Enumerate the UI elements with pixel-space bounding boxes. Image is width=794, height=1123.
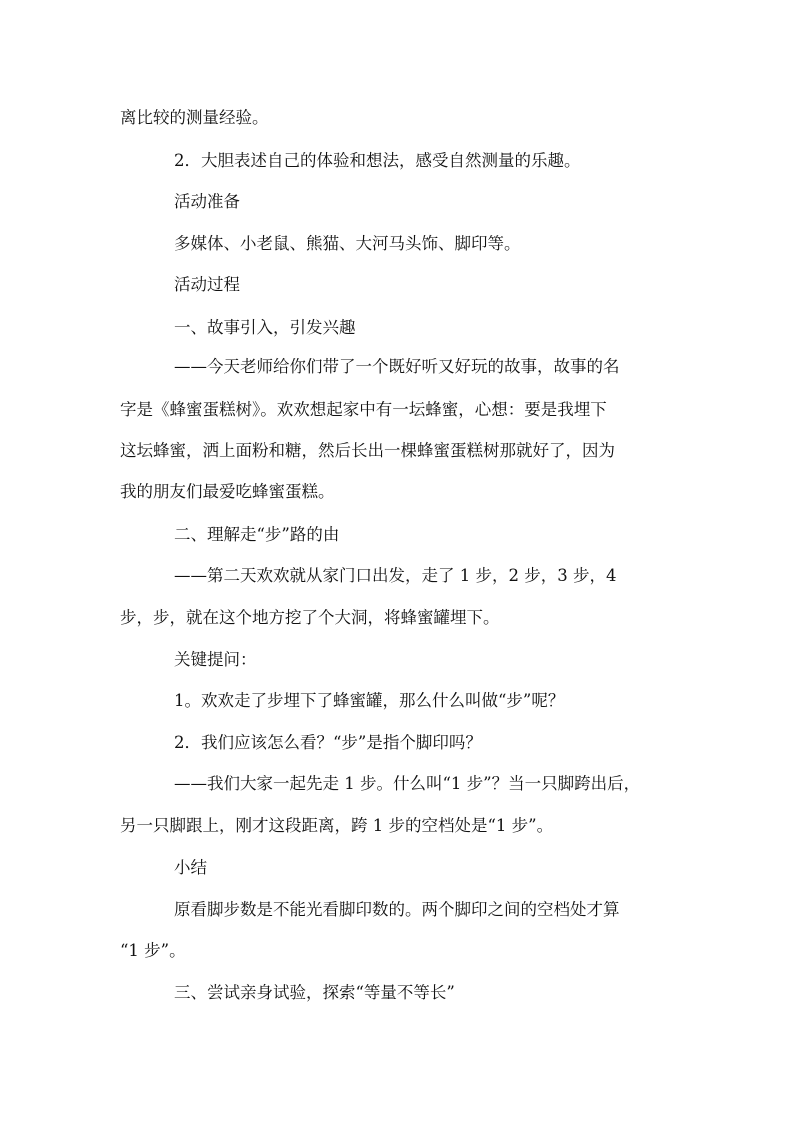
text-line: “1 步”。 [120, 941, 186, 960]
key-questions-heading: 关键提问： [174, 650, 257, 669]
text-line: 另一只脚跟上，刚才这段距离，跨 1 步的空档处是“1 步”。 [120, 816, 554, 835]
step-heading-1: 一、故事引入，引发兴趣 [174, 318, 356, 337]
text-line: 离比较的测量经验。 [120, 108, 269, 127]
question-item-1: 1。欢欢走了步埋下了蜂蜜罐，那么什么叫做“步”呢？ [174, 691, 565, 710]
step-heading-3: 三、尝试亲身试验，探索“等量不等长” [174, 983, 455, 1002]
text-line: 这坛蜂蜜，洒上面粉和糖，然后长出一棵蜂蜜蛋糕树那就好了，因为 [120, 441, 615, 460]
objective-item-2: 2．大胆表述自己的体验和想法，感受自然测量的乐趣。 [174, 151, 581, 170]
text-line: 我的朋友们最爱吃蜂蜜蛋糕。 [120, 482, 335, 501]
text-line: 步，步，就在这个地方挖了个大洞，将蜂蜜罐埋下。 [120, 608, 500, 627]
question-item-2: 2．我们应该怎么看？“步”是指个脚印吗？ [174, 733, 482, 752]
section-heading-preparation: 活动准备 [174, 192, 240, 211]
text-line: ——第二天欢欢就从家门口出发，走了 1 步，2 步，3 步，4 [174, 566, 617, 585]
text-line: 字是《蜂蜜蛋糕树》。欢欢想起家中有一坛蜂蜜，心想：要是我埋下 [120, 400, 607, 419]
text-line: 原看脚步数是不能光看脚印数的。两个脚印之间的空档处才算 [174, 900, 620, 919]
text-line: ——今天老师给你们带了一个既好听又好玩的故事，故事的名 [174, 357, 620, 376]
section-heading-process: 活动过程 [174, 275, 240, 294]
summary-heading: 小结 [174, 858, 207, 877]
text-line: ——我们大家一起先走 1 步。什么叫“1 步”？当一只脚跨出后， [174, 774, 641, 793]
text-line: 多媒体、小老鼠、熊猫、大河马头饰、脚印等。 [174, 234, 521, 253]
step-heading-2: 二、理解走“步”路的由 [174, 525, 340, 544]
